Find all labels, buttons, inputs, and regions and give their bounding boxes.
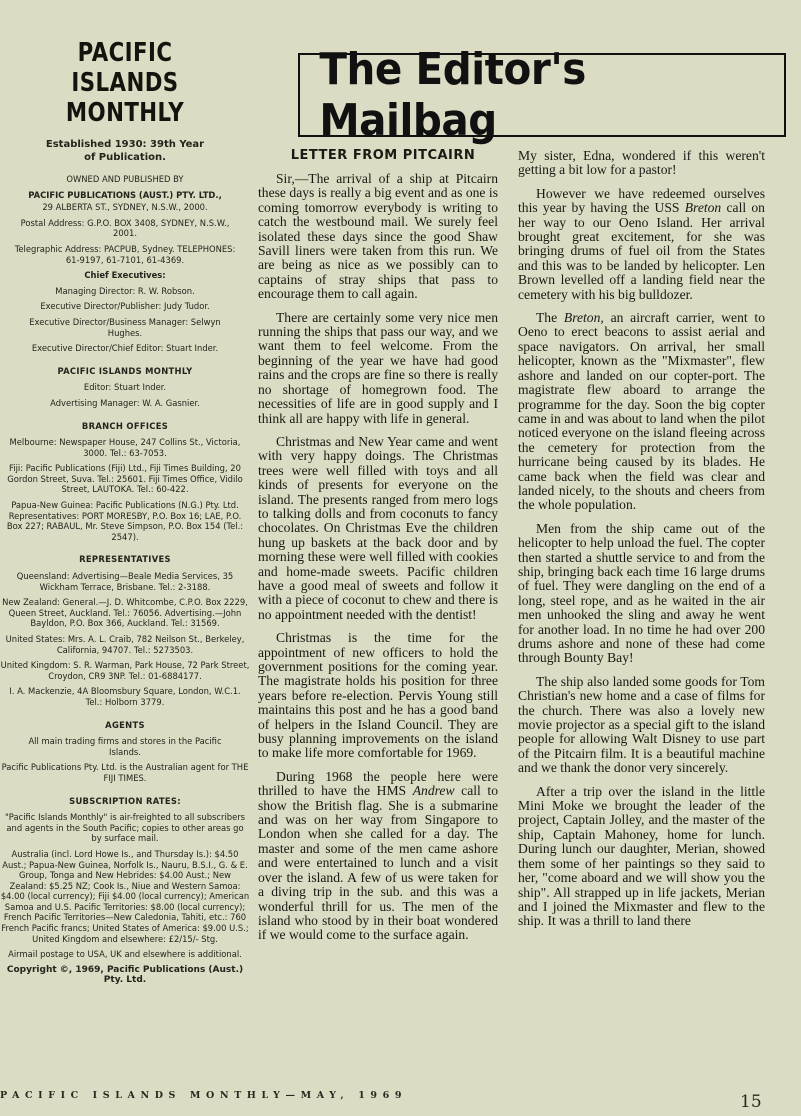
subscription-note: "Pacific Islands Monthly" is air-freighted to all subscribers and agents in the South Pacific; copies to other areas go by surface mail. [4, 812, 246, 844]
subscription-heading: SUBSCRIPTION RATES: [69, 795, 181, 806]
copyright-note: Copyright ©, 1969, Pacific Publications (Aust.) Pty. Ltd. [6, 964, 244, 986]
section-title-box [298, 44, 786, 146]
publisher-address: 29 ALBERTA ST., SYDNEY, N.S.W., 2000. [42, 202, 208, 213]
agents-main: All main trading firms and stores in the Pacific Islands. [28, 736, 222, 757]
agents-fiji-times: Pacific Publications Pty. Ltd. is the Australian agent for THE FIJI TIMES. [1, 762, 249, 783]
advertising-manager: Advertising Manager: W. A. Gasnier. [50, 397, 200, 408]
rep-mackenzie: I. A. Mackenzie, 4A Bloomsbury Square, London, W.C.1. Tel.: Holborn 3779. [9, 686, 241, 707]
executive-editor: Executive Director/Chief Editor: Stuart Inder. [31, 343, 219, 354]
editor-credit: Editor: Stuart Inder. [83, 382, 167, 393]
article-paragraph: During 1968 the people here were thrilled to have the HMS Andrew call to show the British flag. She is a submarine and was on her way from Singapore to London when she called for a day. The master and some of the men came ashore and were entertained to lunch and a visit over the island. A few of us were taken for a diving trip in the sub. and this was a wonderful thrill for us. The men of the island who stood by in their boat wondered if we would come to the surface again. [258, 768, 498, 943]
ship-name: Breton, [563, 310, 604, 326]
telegraphic-address: Telegraphic Address: PACPUB, Sydney. TELEPHONES: 61-9197, 61-7101, 61-4369. [14, 243, 236, 265]
rep-queensland: Queensland: Advertising—Beale Media Services, 35 Wickham Terrace, Brisbane. Tel.: 2-3188. [16, 571, 234, 592]
managing-director: Managing Director: R. W. Robson. [55, 285, 195, 296]
agents-heading: AGENTS [105, 719, 145, 730]
ship-name: Breton [684, 200, 722, 216]
rep-united-states: United States: Mrs. A. L. Craib, 782 Neilson St., Berkeley, California, 94707. Tel.: 5273503. [5, 634, 245, 655]
executive-business: Executive Director/Business Manager: Selwyn Hughes. [29, 316, 221, 338]
article-paragraph: There are certainly some very nice men running the ships that pass our way, and we want them to feel welcome. From the beginning of the year we have had good rains and the crops are fine so there is really no shortage of homegrown food. The necessities of life are in good supply and I think all are happy with life in general. [258, 309, 498, 426]
article-paragraph: Men from the ship came out of the helicopter to help unload the fuel. The copter then started a shuttle service to and from the ship, bringing back each time 16 large drums of fuel. They were dangling on the end of a long, steel rope, and as he waited in the air men unhooked the sling and away he went for another load. In no time he had over 200 drums ashore and none of these had come through Bounty Bay! [518, 520, 765, 666]
chief-executives-heading: Chief Executives: [84, 270, 166, 281]
masthead-title-line1: PACIFIC ISLANDS [71, 38, 179, 98]
article-paragraph: My sister, Edna, wondered if this weren't getting a bit low for a pastor! [518, 148, 765, 178]
rep-new-zealand: New Zealand: General.—J. D. Whitcombe, C.P.O. Box 2229, Queen Street, Auckland. Tel.: 76056. Advertising.—John Bayldon, P.O. Box 366, Auckland. Tel.: 31569. [2, 597, 248, 629]
masthead-sidebar [0, 38, 250, 991]
branch-fiji: Fiji: Pacific Publications (Fiji) Ltd., Fiji Times Building, 20 Gordon Street, Suva. Tel.: 25601. Fiji Times Office, Vidilo Street, LAUTOKA. Tel.: 60-422. [7, 463, 243, 495]
owned-by: OWNED AND PUBLISHED BY [66, 174, 184, 184]
pim-heading: PACIFIC ISLANDS MONTHLY [57, 365, 193, 376]
masthead-title-line2: MONTHLY [65, 98, 185, 128]
article-heading: LETTER FROM PITCAIRN [290, 148, 476, 163]
article-column-1 [258, 172, 498, 952]
publisher-name: PACIFIC PUBLICATIONS (AUST.) PTY. LTD., [28, 189, 222, 200]
article-paragraph: Christmas is the time for the appointment of new officers to hold the government positions for the coming year. The magistrate holds his position for three years before re-election. Pervis Young still maintains this post and he has a good band of helpers in the Island Council. They are busy planning improvements on the island to make life more comfortable for 1969. [258, 630, 498, 761]
article-paragraph: The ship also landed some goods for Tom Christian's new home and a case of films for the church. There was also a lovely new movie projector as a special gift to the island people for allowing Walt Disney to use part of the Pitcairn film. It is a beautiful machine and we thank the donor very sincerely. [518, 673, 765, 776]
branch-png: Papua-New Guinea: Pacific Publications (N.G.) Pty. Ltd. Representatives: PORT MORESBY, P.O. Box 16; LAE, P.O. Box 227; RABAUL, Mr. Steve Simpson, P.O. Box 154 (Tel.: 2547). [6, 500, 244, 542]
airmail-note: Airmail postage to USA, UK and elsewhere is additional. [8, 949, 242, 960]
postal-address: Postal Address: G.P.O. BOX 3408, SYDNEY, N.S.W., 2001. [20, 217, 230, 239]
article-paragraph: Sir,—The arrival of a ship at Pitcairn these days is really a big event and as one is coming tomorrow everybody is writing to catch the westbound mail. We surely feel isolated these days since the good Shaw Savill liners were taken from this run. We are being as nice as we possibly can to captains of stray ships that pass to encourage them to call again. [258, 171, 498, 302]
article-paragraph: After a trip over the island in the little Mini Moke we brought the leader of the project, Captain Jolley, and the master of the ship, Captain Mahoney, home for lunch. During lunch our daughter, Merian, showed them some of her paintings so they said to her, "come aboard and we will show you the ship". All strapped up in life jackets, Merian and I joined the Mixmaster and flew to the ship. It was a thrill to land there [518, 783, 765, 929]
subscription-rates: Australia (incl. Lord Howe Is., and Thursday Is.): $4.50 Aust.; Papua-New Guinea, Norfolk Is., Nauru, B.S.I., G. & E. Group, Tonga and New Hebrides: $4.00 Aust.; New Zealand: $5.25 NZ; Cook Is., Niue and Western Samoa: $4.00 (local currency); Fiji $4.00 (local currency); American Samoa and U.S. Pacific Territories: $8.00 (local currency); French Pacific Territories—New Caledonia, Tahiti, etc.: 760 French Pacific francs; United States of America: $9.00 U.S.; United Kingdom and elsewhere: £2/15/- Stg. [0, 848, 250, 944]
running-footer: PACIFIC ISLANDS MONTHLY—MAY, 1969 [0, 1090, 408, 1101]
branch-melbourne: Melbourne: Newspaper House, 247 Collins St., Victoria, 3000. Tel.: 63-7053. [9, 437, 241, 458]
rep-united-kingdom: United Kingdom: S. R. Warman, Park House, 72 Park Street, Croydon, CR9 3NP. Tel.: 01-6884177. [0, 660, 250, 681]
section-title: The Editor's Mailbag [319, 44, 586, 146]
article-paragraph: The Breton, an aircraft carrier, went to Oeno to erect beacons to assist aerial and space navigators. On arrival, her small helicopter, known as the "Mixmaster", flew ashore and landed on our copter-port. The magistrate flew aboard to arrange the programme for the day. Soon the big copter came in and was about to land when the pilot noticed everyone on the island fleeing across the cemetery for protection from the hurricane being caused by its blades. He came back when the field was clear and landed nicely, to the shouts and cheers from the whole population. [518, 310, 765, 513]
article-paragraph: Christmas and New Year came and went with very happy doings. The Christmas trees were well filled with toys and all kinds of presents for everyone on the island. The presents ranged from mero logs to talking dolls and from coconuts to fancy chocolates. On Christmas Eve the children hung up baskets at the back door and by morning these were well filled with cookies and home-made sweets. Pacific children have a good meal of sweets and follow it with a piece of coconut to chew and there is no appointment needed with the dentist! [258, 433, 498, 622]
established-note: Established 1930: 39th Year of Publication. [45, 139, 205, 163]
article-column-2 [518, 149, 765, 938]
branch-offices-heading: BRANCH OFFICES [81, 420, 169, 431]
page-number: 15 [740, 1092, 762, 1112]
executive-publisher: Executive Director/Publisher: Judy Tudor. [40, 301, 210, 312]
representatives-heading: REPRESENTATIVES [79, 554, 171, 565]
ship-name: Andrew [412, 783, 455, 799]
article-paragraph: However we have redeemed ourselves this year by having the USS Breton call on her way to our Oeno Island. Her arrival brought great excitement, for she was bringing drums of fuel oil from the States and this was to be landed by helicopter. Len Brown levelled off a landing field near the cemetery with his big bulldozer. [518, 185, 765, 302]
